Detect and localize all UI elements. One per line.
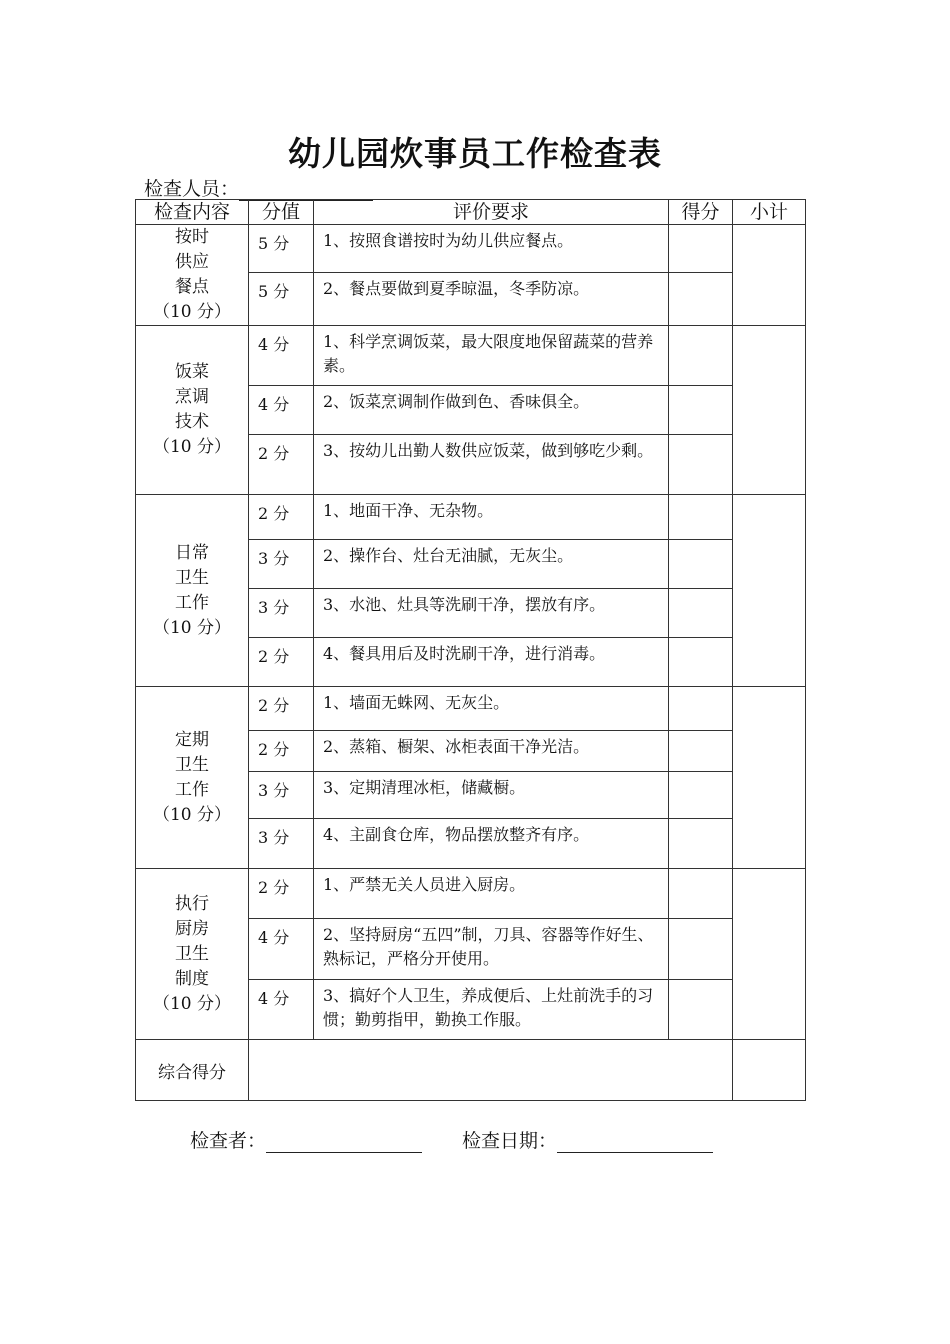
header-score: 分值 (249, 200, 314, 225)
score-cell: 2 分 (249, 638, 314, 687)
category-line: 工作 (175, 592, 209, 613)
category-line: 厨房 (175, 918, 209, 939)
total-score-input-cell[interactable] (249, 1040, 733, 1101)
points-input-cell[interactable] (669, 980, 733, 1040)
category-cell (136, 869, 249, 1040)
score-cell: 2 分 (249, 435, 314, 495)
table-row (136, 495, 806, 540)
score-cell: 3 分 (249, 819, 314, 869)
points-input-cell[interactable] (669, 638, 733, 687)
category-line: （10 分） (152, 617, 232, 638)
requirement-cell: 4、主副食仓库，物品摆放整齐有序。 (314, 819, 669, 869)
table-row (136, 326, 806, 386)
score-cell: 3 分 (249, 589, 314, 638)
category-line: （10 分） (152, 804, 232, 825)
requirement-cell: 1、按照食谱按时为幼儿供应餐点。 (314, 225, 669, 273)
requirement-cell: 3、水池、灶具等洗刷干净，摆放有序。 (314, 589, 669, 638)
table-row (136, 225, 806, 273)
header-points: 得分 (669, 200, 733, 225)
inspector-blank-line[interactable] (239, 180, 373, 201)
requirement-cell: 4、餐具用后及时洗刷干净，进行消毒。 (314, 638, 669, 687)
category-line: 日常 (175, 542, 209, 563)
points-input-cell[interactable] (669, 435, 733, 495)
subtotal-input-cell[interactable] (733, 225, 806, 326)
points-input-cell[interactable] (669, 540, 733, 589)
category-line: 定期 (175, 729, 209, 750)
category-line: （10 分） (152, 302, 232, 322)
header-content: 检查内容 (136, 200, 249, 225)
points-input-cell[interactable] (669, 731, 733, 772)
category-line: 餐点 (175, 277, 209, 297)
points-input-cell[interactable] (669, 225, 733, 273)
inspection-date-label: 检查日期： (462, 1130, 558, 1152)
points-input-cell[interactable] (669, 819, 733, 869)
points-input-cell[interactable] (669, 919, 733, 980)
requirement-cell: 2、蒸箱、橱架、冰柜表面干净光洁。 (314, 731, 669, 772)
category-cell (136, 495, 249, 687)
points-input-cell[interactable] (669, 589, 733, 638)
requirement-cell: 3、定期清理冰柜，储藏橱。 (314, 772, 669, 819)
requirement-cell: 2、餐点要做到夏季晾温，冬季防凉。 (314, 273, 669, 326)
header-requirement: 评价要求 (314, 200, 669, 225)
score-cell: 4 分 (249, 980, 314, 1040)
category-line: 卫生 (175, 567, 209, 588)
inspector-signature-line[interactable] (266, 1132, 422, 1153)
category-line: 饭菜 (175, 362, 209, 382)
checklist-table (135, 199, 806, 1101)
category-line: 按时 (175, 227, 209, 247)
category-line: （10 分） (152, 993, 232, 1014)
category-line: 技术 (175, 412, 209, 432)
inspection-date-line[interactable] (557, 1132, 713, 1153)
total-row (136, 1040, 806, 1101)
table-row (136, 869, 806, 919)
score-cell: 5 分 (249, 225, 314, 273)
category-line: 执行 (175, 893, 209, 914)
category-line: 烹调 (175, 387, 209, 407)
category-line: 工作 (175, 779, 209, 800)
page-title: 幼儿园炊事员工作检查表 (288, 134, 662, 173)
requirement-cell: 2、坚持厨房“五四”制，刀具、容器等作好生、熟标记，严格分开使用。 (314, 919, 669, 980)
total-subtotal-input-cell[interactable] (733, 1040, 806, 1101)
score-cell: 4 分 (249, 386, 314, 435)
category-line: （10 分） (152, 437, 232, 457)
category-line: 卫生 (175, 943, 209, 964)
points-input-cell[interactable] (669, 273, 733, 326)
score-cell: 2 分 (249, 869, 314, 919)
total-label: 综合得分 (136, 1040, 249, 1101)
header-subtotal: 小计 (733, 200, 806, 225)
points-input-cell[interactable] (669, 386, 733, 435)
subtotal-input-cell[interactable] (733, 869, 806, 1040)
score-cell: 2 分 (249, 687, 314, 731)
points-input-cell[interactable] (669, 869, 733, 919)
signature-footer (190, 1126, 713, 1153)
score-cell: 3 分 (249, 772, 314, 819)
points-input-cell[interactable] (669, 687, 733, 731)
category-line: 制度 (175, 968, 209, 989)
score-cell: 4 分 (249, 326, 314, 386)
score-cell: 4 分 (249, 919, 314, 980)
points-input-cell[interactable] (669, 326, 733, 386)
category-line: 卫生 (175, 754, 209, 775)
category-line: 供应 (175, 252, 209, 272)
requirement-cell: 1、地面干净、无杂物。 (314, 495, 669, 540)
score-cell: 5 分 (249, 273, 314, 326)
inspector-signature-label: 检查者： (190, 1130, 267, 1152)
subtotal-input-cell[interactable] (733, 326, 806, 495)
category-cell (136, 326, 249, 495)
subtotal-input-cell[interactable] (733, 495, 806, 687)
subtotal-input-cell[interactable] (733, 687, 806, 869)
category-cell (136, 225, 249, 326)
requirement-cell: 3、搞好个人卫生，养成便后、上灶前洗手的习惯；勤剪指甲，勤换工作服。 (314, 980, 669, 1040)
score-cell: 2 分 (249, 495, 314, 540)
requirement-cell: 1、科学烹调饭菜，最大限度地保留蔬菜的营养素。 (314, 326, 669, 386)
score-cell: 2 分 (249, 731, 314, 772)
requirement-cell: 2、操作台、灶台无油腻，无灰尘。 (314, 540, 669, 589)
category-cell (136, 687, 249, 869)
requirement-cell: 1、墙面无蛛网、无灰尘。 (314, 687, 669, 731)
requirement-cell: 3、按幼儿出勤人数供应饭菜，做到够吃少剩。 (314, 435, 669, 495)
requirement-cell: 2、饭菜烹调制作做到色、香味俱全。 (314, 386, 669, 435)
score-cell: 3 分 (249, 540, 314, 589)
inspector-label: 检查人员： (144, 178, 240, 200)
table-header-row (136, 200, 806, 225)
points-input-cell[interactable] (669, 772, 733, 819)
points-input-cell[interactable] (669, 495, 733, 540)
requirement-cell: 1、严禁无关人员进入厨房。 (314, 869, 669, 919)
inspector-field (144, 174, 373, 201)
table-row (136, 687, 806, 731)
